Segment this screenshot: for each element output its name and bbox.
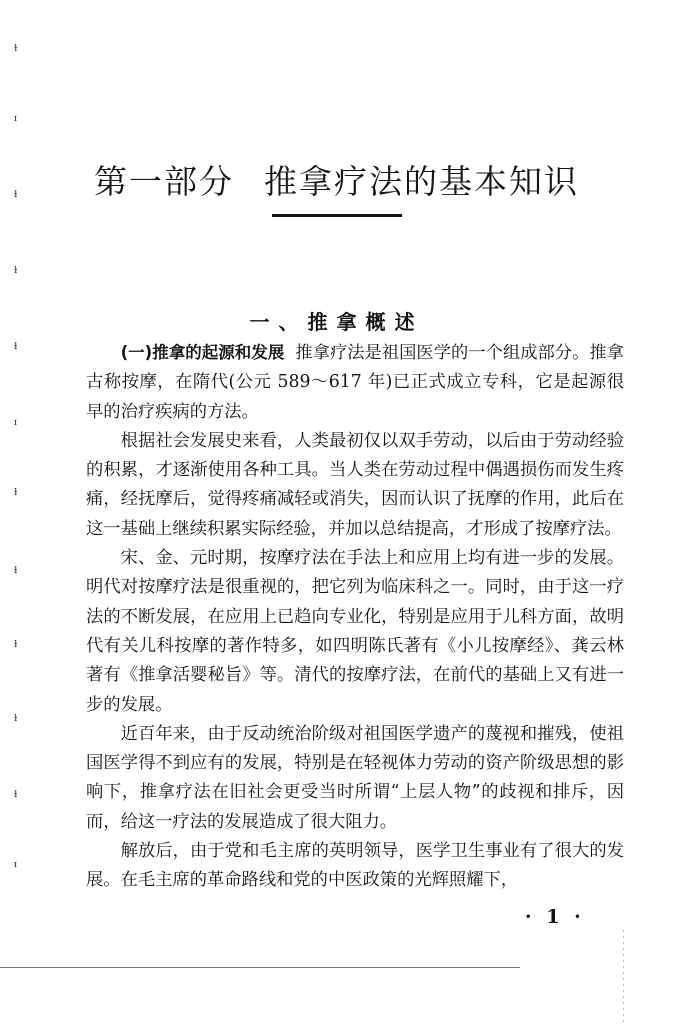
subsection-heading: (一)推拿的起源和发展 <box>120 343 285 362</box>
paragraph-text: 推拿疗法是祖国医学的一个组成部分。推拿古称按摩，在隋代(公元 589～617 年)已正式成立专科，它是起源很早的治疗疾病的方法。 <box>86 343 624 422</box>
margin-mark: ɪ <box>14 114 17 124</box>
paragraph: 根据社会发展史来看，人类最初仅以双手劳动，以后由于劳动经验的积累，才逐渐使用各种工具。当人类在劳动过程中偶遇损伤而发生疼痛，经抚摩后，觉得疼痛减轻或消失，因而认识了抚摩的作用，此后在这一基础上继续积累实际经验，并加以总结提高，才形成了按摩疗法。 <box>86 430 624 539</box>
scan-edge-dots <box>623 930 624 1024</box>
page-number: · 1 · <box>525 906 585 928</box>
margin-mark: ɫ <box>14 488 18 498</box>
paragraph: 宋、金、元时期，按摩疗法在手法上和应用上均有进一步的发展。明代对按摩疗法是很重视的，把它列为临床科之一。同时，由于这一疗法的不断发展，在应用上已趋向专业化，特别是应用于儿科方面，故明代有关儿科按摩的著作特多，如四明陈氏著有《小儿按摩经》、龚云林著有《推拿活婴秘旨》等。清代的按摩疗法，在前代的基础上又有进一步的发展。 <box>86 548 624 715</box>
margin-mark: ɫ <box>14 44 18 54</box>
margin-mark: ɫ <box>14 266 18 276</box>
title-underline <box>272 214 402 217</box>
margin-mark: ɫ <box>14 342 18 352</box>
margin-mark: ɪ <box>14 418 17 428</box>
margin-mark: ɫ <box>14 714 18 724</box>
paragraph: 解放后，由于党和毛主席的英明领导，医学卫生事业有了很大的发展。在毛主席的革命路线和党的中医政策的光辉照耀下， <box>86 841 624 891</box>
margin-mark: ɪ <box>14 860 17 870</box>
part-title-text: 推拿疗法的基本知识 <box>264 162 579 202</box>
paragraph <box>86 338 624 427</box>
part-title <box>0 156 673 203</box>
margin-mark: ɫ <box>14 640 18 650</box>
bottom-rule <box>0 967 520 968</box>
body-text <box>86 338 624 896</box>
section-heading: 一、推拿概述 <box>249 309 424 334</box>
part-title-number: 第一部分 <box>94 162 234 202</box>
paragraph: 近百年来，由于反动统治阶级对祖国医学遗产的蔑视和摧残，使祖国医学得不到应有的发展，特别是在轻视体力劳动的资产阶级思想的影响下，推拿疗法在旧社会更受当时所谓“上层人物”的歧视和排斥，因而，给这一疗法的发展造成了很大阻力。 <box>86 723 624 832</box>
margin-mark: ɫ <box>14 790 18 800</box>
margin-mark: ɫ <box>14 190 18 200</box>
margin-mark: ɫ <box>14 566 18 576</box>
